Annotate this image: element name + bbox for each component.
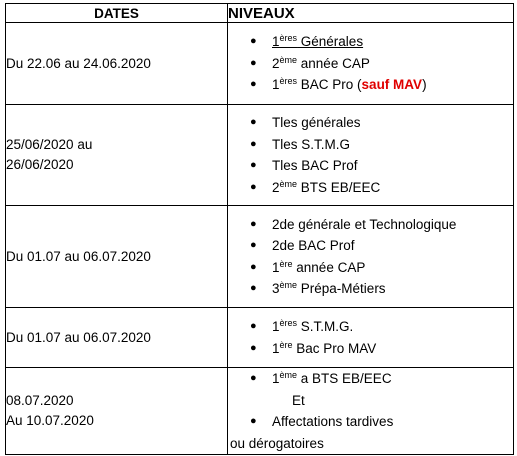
levels-cell xyxy=(228,23,514,105)
date-cell xyxy=(6,23,228,105)
list-item: ● 1ères S.T.M.G. xyxy=(228,316,513,338)
bullet-icon: ● xyxy=(250,239,257,251)
list-item: ● Tles BAC Prof xyxy=(228,155,513,177)
bullet-icon: ● xyxy=(250,35,257,48)
table-row xyxy=(6,368,514,455)
exception-note: sauf MAV xyxy=(361,77,423,93)
list-item: ● 1ère Bac Pro MAV xyxy=(228,338,513,360)
list-item: ● 2ème année CAP xyxy=(228,53,513,75)
date-text: Au 10.07.2020 xyxy=(6,413,94,428)
bullet-icon: ● xyxy=(250,78,257,91)
bullet-icon: ● xyxy=(250,372,257,384)
bullet-icon: ● xyxy=(250,282,257,294)
conjunction-text: Et xyxy=(292,392,305,408)
date-cell xyxy=(6,206,228,308)
list-item: ● Affectations tardives xyxy=(228,411,513,433)
header-niveaux: NIVEAUX xyxy=(228,4,514,23)
date-text: 08.07.2020 xyxy=(6,393,74,408)
levels-cell xyxy=(228,105,514,206)
header-row xyxy=(6,4,514,23)
date-text: Du 01.07 au 06.07.2020 xyxy=(6,248,151,264)
levels-cell xyxy=(228,308,514,368)
table-row xyxy=(6,206,514,308)
date-text: Du 22.06 au 24.06.2020 xyxy=(6,55,151,71)
schedule-table xyxy=(5,3,514,455)
header-dates: DATES xyxy=(6,4,228,23)
date-cell xyxy=(6,105,228,206)
bullet-icon: ● xyxy=(250,217,257,230)
continuation-text: ou dérogatoires xyxy=(230,435,324,451)
list-item: ● 2de générale et Technologique xyxy=(228,214,513,236)
list-item: ● Tles S.T.M.G xyxy=(228,134,513,156)
bullet-icon: ● xyxy=(250,159,257,171)
bullet-icon: ● xyxy=(250,260,257,273)
list-item: ● 2de BAC Prof xyxy=(228,235,513,257)
list-item: ● 2ème BTS EB/EEC xyxy=(228,177,513,199)
bullet-icon: ● xyxy=(250,341,257,354)
bullet-icon: ● xyxy=(250,116,257,128)
date-text: Du 01.07 au 06.07.2020 xyxy=(6,329,151,345)
list-item: ● 1ème a BTS EB/EEC xyxy=(228,368,513,390)
table-row xyxy=(6,105,514,206)
list-item: ● 1ères BAC Pro (sauf MAV) xyxy=(228,74,513,96)
date-text: 25/06/2020 au xyxy=(6,137,93,152)
list-item: ● 1ère année CAP xyxy=(228,257,513,279)
table-row xyxy=(6,23,514,105)
table-row xyxy=(6,308,514,368)
levels-cell xyxy=(228,368,514,455)
bullet-icon: ● xyxy=(250,137,257,150)
bullet-icon: ● xyxy=(250,56,257,69)
bullet-icon: ● xyxy=(250,320,257,332)
list-item: ● 1ères Générales xyxy=(228,31,513,53)
list-item: ● Tles générales xyxy=(228,112,513,134)
date-text: 26/06/2020 xyxy=(6,157,74,172)
date-cell xyxy=(6,368,228,455)
date-cell xyxy=(6,308,228,368)
list-item: ● 3ème Prépa-Métiers xyxy=(228,278,513,300)
bullet-icon: ● xyxy=(250,415,257,427)
levels-cell xyxy=(228,206,514,308)
bullet-icon: ● xyxy=(250,180,257,193)
